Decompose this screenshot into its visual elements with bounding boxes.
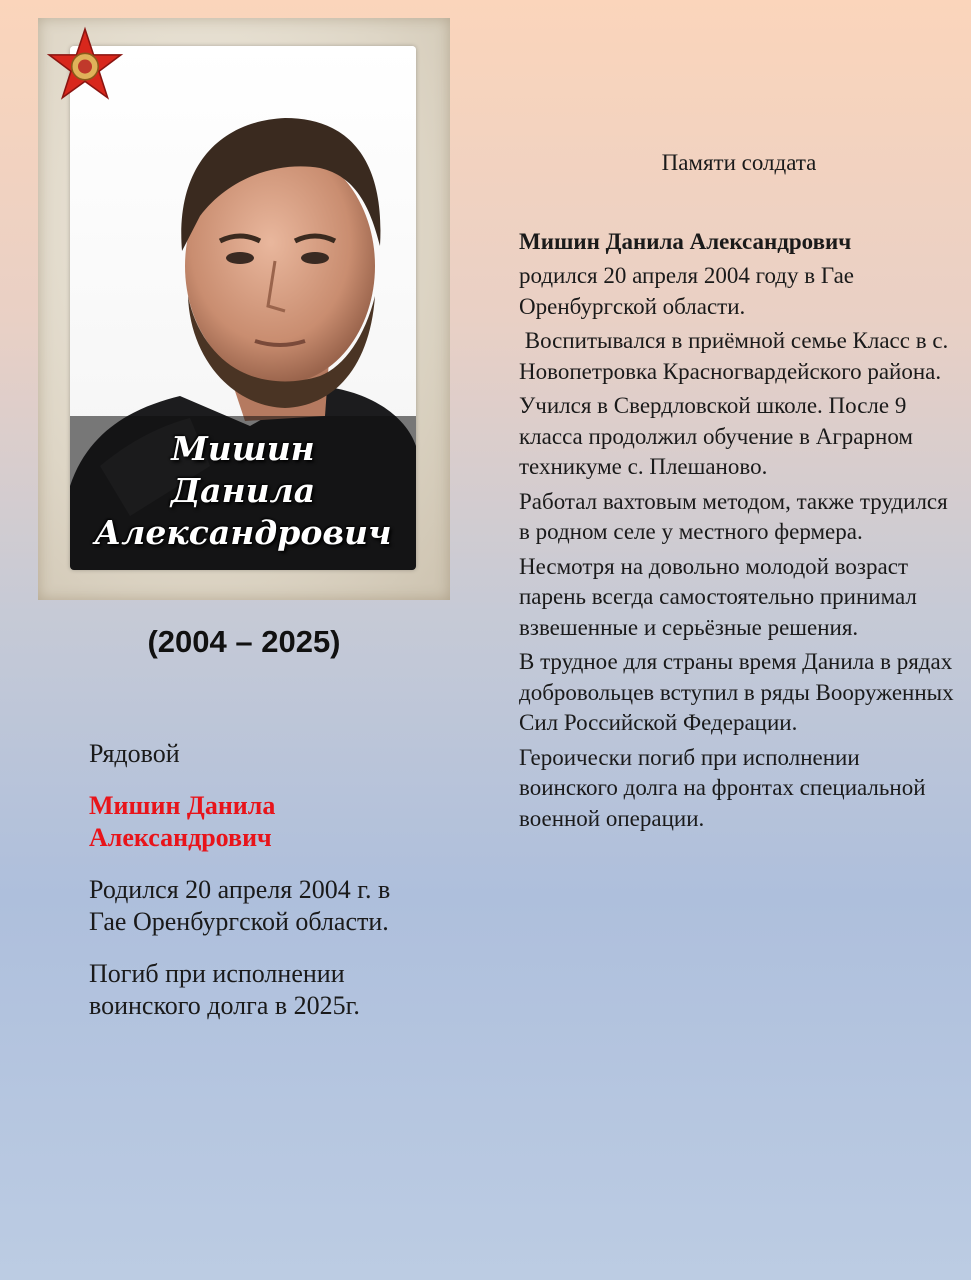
bio-paragraph-6: В трудное для страны время Данила в рядах добровольцев вступил в ряды Вооруженных Сил Российской Федерации. (519, 649, 954, 735)
soldier-name-red (89, 790, 409, 854)
portrait-photo-frame (70, 46, 416, 570)
portrait-first-name: Данила (170, 471, 316, 510)
bio-paragraph-1 (519, 227, 959, 323)
soldier-name-line2: Александрович (89, 823, 272, 852)
left-summary (89, 738, 409, 1042)
bio-paragraph-4: Работал вахтовым методом, также трудился в родном селе у местного фермера. (519, 488, 948, 544)
bio-paragraph-2: Воспитывался в приёмной семье Класс в с. Новопетровка Красногвардейского района. (519, 328, 955, 384)
bio-paragraph-7: Героически погиб при исполнении воинского долга на фронтах специальной военной операции. (519, 744, 926, 831)
bio-paragraph-3: Учился в Свердловской школе. После 9 класса продолжил обучение в Аграрном техникуме с. Плешаново. (519, 393, 913, 479)
portrait-surname: Мишин (171, 429, 315, 468)
memorial-title: Памяти солдата (661, 150, 817, 175)
rank-label: Рядовой (89, 739, 180, 768)
bio-paragraph-5: Несмотря на довольно молодой возраст парень всегда самостоятельно принимал взвешенные и серьёзные решения. (519, 553, 917, 640)
portrait-patronymic: Александрович (94, 513, 392, 552)
birth-info: Родился 20 апреля 2004 г. в Гае Оренбургской области. (89, 875, 391, 936)
red-star-order-icon (46, 26, 124, 104)
bio-birth: родился 20 апреля 2004 году в Гае Оренбургской области. (519, 263, 854, 319)
soldier-name-line1: Мишин Данила (89, 791, 276, 820)
portrait-name-overlay (70, 428, 416, 554)
bio-name: Мишин Данила Александрович (519, 228, 852, 254)
biography-column (519, 148, 959, 838)
life-years: (2004 – 2025) (147, 624, 341, 659)
memorial-portrait-card (38, 18, 450, 600)
death-info: Погиб при исполнении воинского долга в 2025г. (89, 959, 360, 1020)
